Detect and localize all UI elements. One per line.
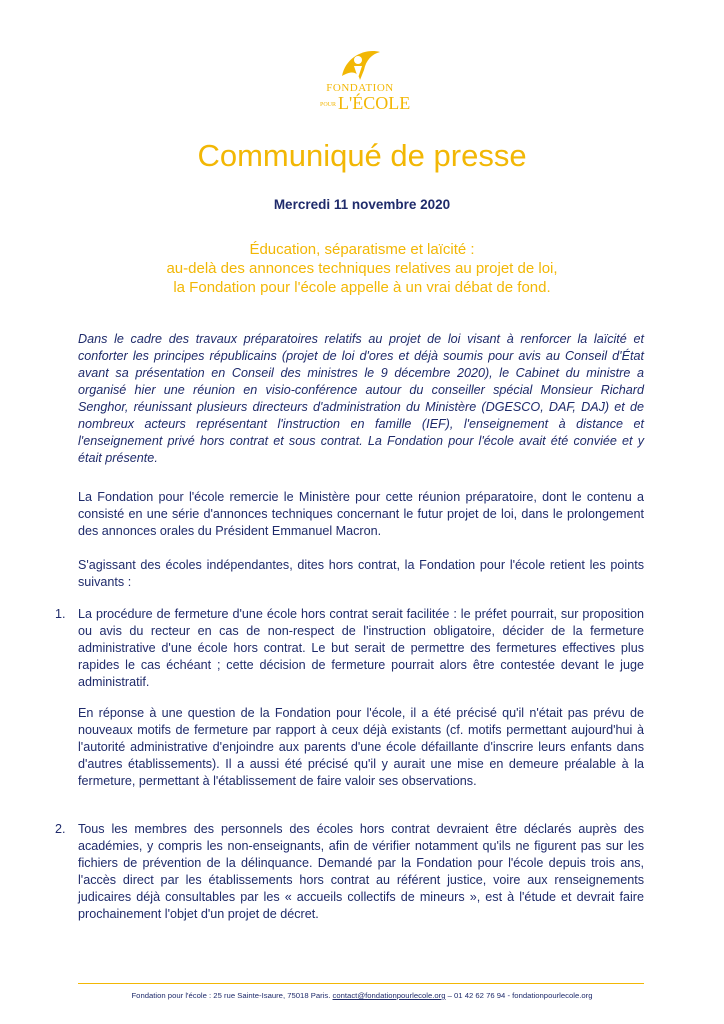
logo-text-lecole: L'ÉCOLE xyxy=(338,93,411,113)
fondation-logo xyxy=(320,46,411,118)
list-number-1: 1. xyxy=(55,607,66,621)
footer-email-link[interactable]: contact@fondationpourlecole.org xyxy=(332,991,446,1000)
thanks-paragraph: La Fondation pour l'école remercie le Ministère pour cette réunion préparatoire, dont le contenu a consisté en une série d'annonces techniques concernant le futur projet de loi, dans le prolongement des annonces orales du Président Emmanuel Macron. xyxy=(78,490,644,538)
logo-text-pour: POUR xyxy=(320,101,337,108)
logo-emblem-icon xyxy=(336,46,384,84)
headline-line-1: Éducation, séparatisme et laïcité : xyxy=(249,241,475,258)
headline-line-2: au-delà des annonces techniques relatives au projet de loi, xyxy=(166,260,558,277)
headline-line-3: la Fondation pour l'école appelle à un vrai débat de fond. xyxy=(173,279,551,296)
list-item-1: La procédure de fermeture d'une école hors contrat serait facilitée : le préfet pourrait, sur proposition ou avis du recteur en cas de non-respect de l'instruction obligatoire, décider de la fermeture administrative d'une école hors contrat. Le but serait de permettre des fermetures effectives plus rapides le cas échéant ; cette décision de fermeture pourrait alors être contestée devant le juge administratif. xyxy=(78,607,644,689)
footer-address: Fondation pour l'école : 25 rue Sainte-Isaure, 75018 Paris. xyxy=(131,991,333,1000)
footer-divider xyxy=(78,983,644,984)
logo-text-fondation: FONDATION xyxy=(326,82,394,94)
logo-text-ecole xyxy=(320,93,411,114)
list-item-2: Tous les membres des personnels des écoles hors contrat devraient être déclarés auprès des académies, y compris les non-enseignants, afin de vérifier notamment qu'ils ne figurent pas sur les fichiers de prévention de la délinquance. Demandé par la Fondation pour l'école depuis trois ans, l'accès direct par les établissements hors contrat au référent justice, voire aux renseignements judicaires déjà consultables par les « accueils collectifs de mineurs », est à l'étude et devrait faire prochainement l'objet d'un projet de décret. xyxy=(78,822,644,921)
intro-paragraph: Dans le cadre des travaux préparatoires relatifs au projet de loi visant à renforcer la laïcité et conforter les principes républicains (projet de loi d'ores et déjà soumis pour avis au Conseil d'État avant sa présentation en Conseil des ministres le 9 décembre 2020), le Cabinet du ministre a organisé hier une réunion en visio-conférence autour du conseiller spécial Monsieur Richard Senghor, réunissant plusieurs directeurs d'administration du Ministère (DGESCO, DAF, DAJ) et de nombreux acteurs représentant l'instruction en famille (IEF), l'enseignement à distance et l'enseignement privé hors contrat et sous contrat. La Fondation pour l'école avait été conviée et y était présente. xyxy=(78,332,644,465)
list-number-2: 2. xyxy=(55,822,66,836)
list-item-1-followup: En réponse à une question de la Fondation pour l'école, il a été précisé qu'il n'était pas prévu de nouveaux motifs de fermeture par rapport à ceux déjà existants (cf. motifs permettant aujourd'hui à l'autorité administrative d'enjoindre aux parents d'une école défaillante d'inscrire leurs enfants dans d'autres établissements). Il a aussi été précisé qu'il y aurait une mise en demeure préalable à la fermeture, permettant à l'établissement de faire valoir ses observations. xyxy=(78,706,644,788)
footer-contact: – 01 42 62 76 94 - fondationpourlecole.org xyxy=(445,991,593,1000)
footer xyxy=(0,991,724,1000)
points-intro-paragraph: S'agissant des écoles indépendantes, dites hors contrat, la Fondation pour l'école retient les points suivants : xyxy=(78,558,644,589)
publication-date: Mercredi 11 novembre 2020 xyxy=(273,197,451,212)
headline xyxy=(60,240,664,297)
page-title: Communiqué de presse xyxy=(197,138,527,173)
